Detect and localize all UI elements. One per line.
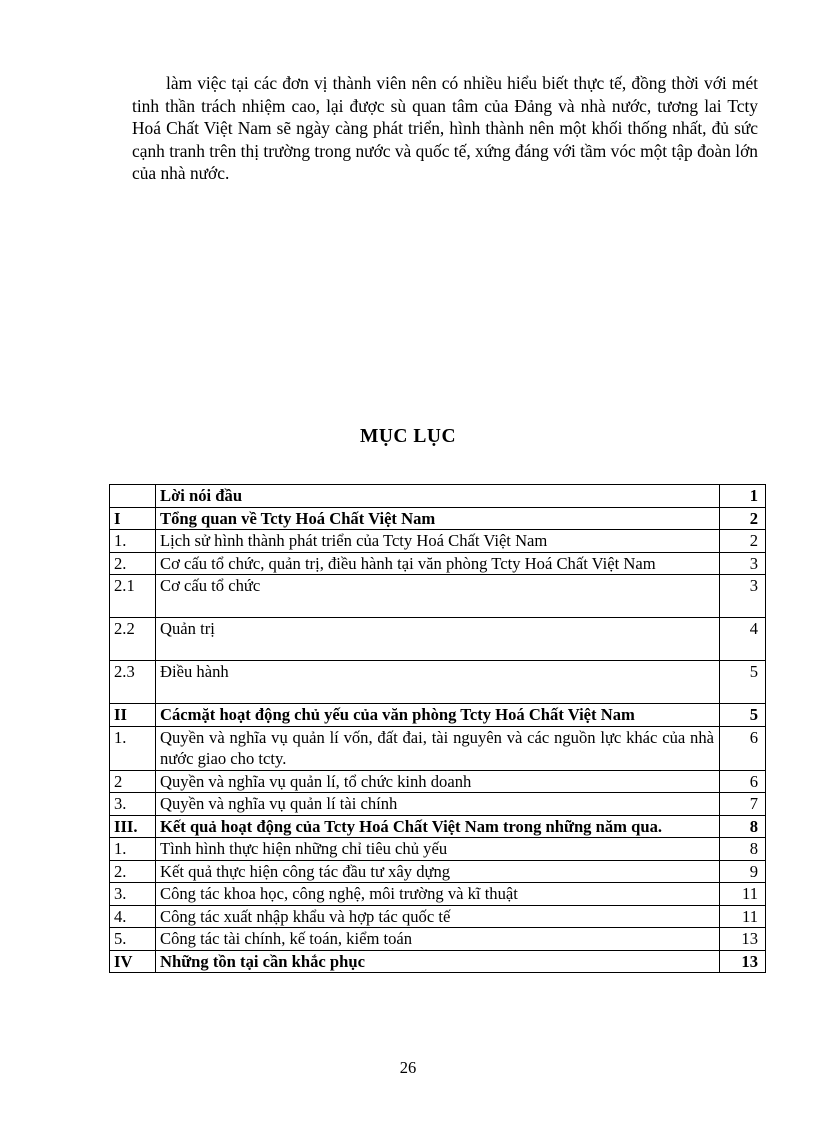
toc-row-title: Lịch sử hình thành phát triển của Tcty Hoá Chất Việt Nam	[156, 530, 720, 553]
toc-row	[110, 928, 766, 951]
toc-row-title: Cácmặt hoạt động chủ yếu của văn phòng Tcty Hoá Chất Việt Nam	[156, 704, 720, 727]
toc-row-number: 2.2	[110, 618, 156, 661]
toc-row	[110, 838, 766, 861]
toc-title: MỤC LỤC	[359, 426, 457, 447]
toc-row	[110, 905, 766, 928]
toc-row-title: Quyền và nghĩa vụ quản lí vốn, đất đai, tài nguyên và các nguồn lực khác của nhà nước giao cho tcty.	[156, 726, 720, 770]
toc-row-number: 2.3	[110, 661, 156, 704]
toc-row-number: 4.	[110, 905, 156, 928]
toc-row-page: 8	[720, 838, 766, 861]
toc-table	[109, 484, 766, 973]
toc-row	[110, 793, 766, 816]
toc-row-page: 6	[720, 770, 766, 793]
toc-row	[110, 704, 766, 727]
toc-row	[110, 950, 766, 973]
toc-row-number: II	[110, 704, 156, 727]
toc-row	[110, 575, 766, 618]
toc-row-number: 1.	[110, 726, 156, 770]
toc-row	[110, 618, 766, 661]
toc-row-number: 2.	[110, 860, 156, 883]
toc-row-page: 13	[720, 928, 766, 951]
toc-row-title: Điều hành	[156, 661, 720, 704]
toc-row-number: IV	[110, 950, 156, 973]
toc-row-page: 11	[720, 905, 766, 928]
toc-row	[110, 860, 766, 883]
toc-row-page: 2	[720, 530, 766, 553]
toc-row-title: Quản trị	[156, 618, 720, 661]
toc-row-title: Cơ cấu tổ chức	[156, 575, 720, 618]
toc-row-title: Tình hình thực hiện những chỉ tiêu chủ yếu	[156, 838, 720, 861]
toc-row-number: 3.	[110, 793, 156, 816]
toc-row-page: 6	[720, 726, 766, 770]
toc-row-page: 9	[720, 860, 766, 883]
toc-row	[110, 661, 766, 704]
toc-row-number: 2.1	[110, 575, 156, 618]
toc-row	[110, 507, 766, 530]
toc-row	[110, 883, 766, 906]
toc-row-number: I	[110, 507, 156, 530]
toc-row	[110, 552, 766, 575]
toc-row-title: Quyền và nghĩa vụ quản lí, tổ chức kinh doanh	[156, 770, 720, 793]
toc-row-page: 11	[720, 883, 766, 906]
toc-row-title: Công tác xuất nhập khẩu và hợp tác quốc tế	[156, 905, 720, 928]
toc-row-page: 4	[720, 618, 766, 661]
toc-row-title: Kết quả hoạt động của Tcty Hoá Chất Việt Nam trong những năm qua.	[156, 815, 720, 838]
toc-row-page: 3	[720, 552, 766, 575]
toc-row-title: Công tác khoa học, công nghệ, môi trường và kĩ thuật	[156, 883, 720, 906]
toc-row-number	[110, 485, 156, 508]
page-number: 26	[399, 1058, 417, 1077]
toc-row-page: 5	[720, 661, 766, 704]
toc-row-number: 1.	[110, 838, 156, 861]
toc-row-page: 8	[720, 815, 766, 838]
toc-row-title: Những tồn tại cần khắc phục	[156, 950, 720, 973]
toc-row	[110, 726, 766, 770]
toc-row-page: 1	[720, 485, 766, 508]
toc-row-number: III.	[110, 815, 156, 838]
toc-row-page: 5	[720, 704, 766, 727]
toc-row-title: Tổng quan về Tcty Hoá Chất Việt Nam	[156, 507, 720, 530]
toc-row-page: 7	[720, 793, 766, 816]
toc-row	[110, 815, 766, 838]
toc-row-title: Kết quả thực hiện công tác đầu tư xây dựng	[156, 860, 720, 883]
toc-row-number: 5.	[110, 928, 156, 951]
toc-row	[110, 770, 766, 793]
toc-row-number: 3.	[110, 883, 156, 906]
toc-row-page: 13	[720, 950, 766, 973]
toc-row-title: Quyền và nghĩa vụ quản lí tài chính	[156, 793, 720, 816]
toc-row-title: Lời nói đầu	[156, 485, 720, 508]
toc-row-page: 2	[720, 507, 766, 530]
toc-row-page: 3	[720, 575, 766, 618]
toc-row	[110, 485, 766, 508]
body-paragraph: làm việc tại các đơn vị thành viên nên có nhiều hiểu biết thực tế, đồng thời với mét tinh thần trách nhiệm cao, lại được sù quan tâm của Đảng và nhà nước, tương lai Tcty Hoá Chất Việt Nam sẽ ngày càng phát triển, hình thành nên một khối thống nhất, đủ sức cạnh tranh trên thị trường trong nước và quốc tế, xứng đáng với tầm vóc một tập đoàn lớn của nhà nước.	[132, 73, 758, 184]
toc-row-number: 2	[110, 770, 156, 793]
toc-row-number: 1.	[110, 530, 156, 553]
toc-row	[110, 530, 766, 553]
toc-row-number: 2.	[110, 552, 156, 575]
toc-row-title: Công tác tài chính, kế toán, kiểm toán	[156, 928, 720, 951]
toc-row-title: Cơ cấu tổ chức, quản trị, điều hành tại văn phòng Tcty Hoá Chất Việt Nam	[156, 552, 720, 575]
